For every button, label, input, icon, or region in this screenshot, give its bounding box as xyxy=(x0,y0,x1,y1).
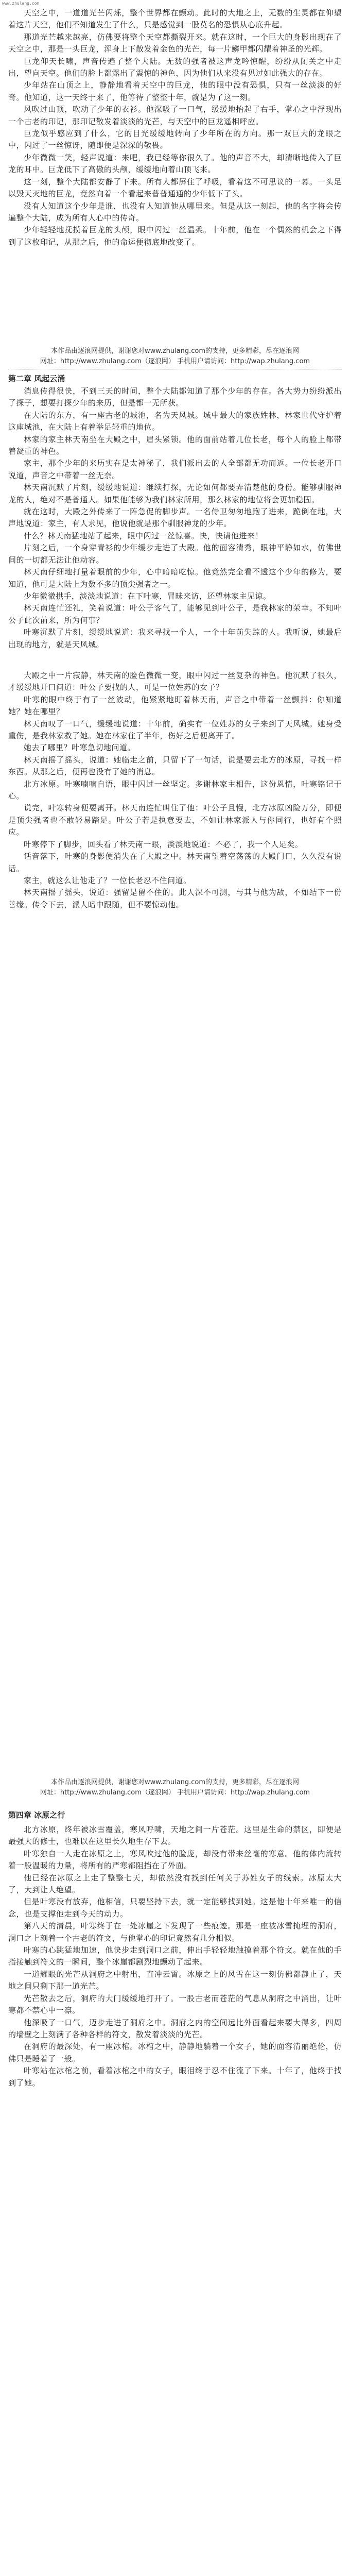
paragraph: 天空之中，一道道光芒闪烁，整个世界都在颤动。此时的大地之上，无数的生灵都在仰望着这片天空，他们不知道发生了什么，只是感觉到一股莫名的恐惧从心底升起。 xyxy=(8,8,342,30)
source-notice-line: 本作品由逐浪网提供，谢谢您对www.zhulang.com的支持，更多精彩，尽在逐浪网 xyxy=(50,1778,300,1786)
paragraph: 消息传得很快，不到三天的时间，整个大陆都知道了那个少年的存在。各大势力纷纷派出了探子，想要打探少年的来历，但是都一无所获。 xyxy=(8,386,342,408)
paragraph: 他已经在冰原之上走了整整七天，却依然没有找到任何关于苏姓女子的线索。冰原太大了，大到让人绝望。 xyxy=(8,1873,342,1895)
section-2-continued xyxy=(8,670,342,1793)
paragraph: 林家的家主林天南坐在大殿之中，眉头紧锁。他的面前站着几位长老，每个人的脸上都带着凝重的神色。 xyxy=(8,434,342,456)
paragraph: 那道光芒越来越亮，仿佛要将整个天空都撕裂开来。就在这时，一个巨大的身影出现在了天空之中，那是一头巨龙，浑身上下散发着金色的光芒，每一片鳞甲都闪耀着神圣的光辉。 xyxy=(8,32,342,54)
paragraph: 林天南摇了摇头，说道：强留是留不住的。此人深不可测，与其与他为敌，不如结下一份善缘。传令下去，派人暗中跟随，但不要惊动他。 xyxy=(8,888,342,909)
source-notice xyxy=(8,346,342,367)
paragraph: 北方冰原。叶寒喃喃自语，眼中闪过一丝坚定。多谢林家主相告，这份恩情，叶寒铭记于心。 xyxy=(8,779,342,801)
paragraph: 就在这时，大殿之外传来了一阵急促的脚步声。一名侍卫匆匆地跑了进来，跪倒在地，大声地说道：家主，有人求见，他说他就是那个驯服神龙的少年。 xyxy=(8,507,342,529)
paragraph: 风吹过山顶，吹动了少年的衣衫。他深吸了一口气，缓缓地抬起了右手，掌心之中浮现出一个古老的印记，那印记散发着淡淡的光芒，与天空中的巨龙遥相呼应。 xyxy=(8,105,342,126)
source-notice-line: 本作品由逐浪网提供，谢谢您对www.zhulang.com的支持，更多精彩，尽在逐浪网 xyxy=(50,347,300,355)
paragraph: 少年站在山顶之上，静静地看着天空中的巨龙，他的眼中没有恐惧，只有一丝淡淡的好奇。他知道，这一天终于来了，他等待了整整十年，就是为了这一刻。 xyxy=(8,80,342,102)
paragraph: 林天南连忙还礼，笑着说道：叶公子客气了，能够见到叶公子，是我林家的荣幸。不知叶公子此次前来，所为何事？ xyxy=(8,603,342,625)
section-2-body xyxy=(8,385,342,664)
paragraph: 叶寒沉默了片刻，缓缓地说道：我来寻找一个人，一个十年前失踪的人。我听说，她最后出现的地方，就是天风城。 xyxy=(8,628,342,649)
paragraph: 片刻之后，一个身穿青衫的少年缓步走进了大殿。他的面容清秀，眼神平静如水，仿佛世间的一切都无法让他动容。 xyxy=(8,543,342,565)
source-notice xyxy=(8,1777,342,1798)
paragraph: 林天南沉默了片刻，缓缓地说道：继续打探，无论如何都要弄清楚他的身份。能够驯服神龙的人，绝对不是普通人。如果他能够为我们林家所用，那么林家的地位将会更加稳固。 xyxy=(8,483,342,504)
paragraph: 林天南仔细地打量着眼前的少年，心中暗暗吃惊。他竟然完全看不透这个少年的修为，要知道，他可是大陆上为数不多的顶尖强者之一。 xyxy=(8,567,342,589)
paragraph: 叶寒停下了脚步，回头看了林天南一眼，淡淡地说道：不必了，我一个人足矣。 xyxy=(24,839,303,849)
paragraph: 第八天的清晨，叶寒终于在一处冰崖之下发现了一些痕迹。那是一座被冰雪掩埋的洞府，洞口之上刻着一个古老的符文，与他掌心的印记竟然有几分相似。 xyxy=(8,1921,342,1943)
paragraph: 他深吸了一口气，迈步走进了洞府之中。洞府之内的空间远比外面看起来要大得多，四周的墙壁之上刻满了各种各样的符文，散发着淡淡的光芒。 xyxy=(8,2018,342,2039)
paragraph: 少年轻轻地抚摸着巨龙的头颅，眼中闪过一丝温柔。十年前，他在一个偶然的机会之下得到了这枚印记，从那之后，他的命运便彻底地改变了。 xyxy=(8,225,342,247)
paragraph: 少年微微拱手，淡淡地说道：在下叶寒，冒昧来访，还望林家主见谅。 xyxy=(24,591,271,601)
paragraph: 林天南摇了摇头，说道：她临走之前，只留下了一句话，说是要去北方的冰原，寻找一样东西。从那之后，便再也没有了她的消息。 xyxy=(8,755,342,777)
paragraph: 少年微微一笑，轻声说道：来吧，我已经等你很久了。他的声音不大，却清晰地传入了巨龙的耳中。巨龙低下了高傲的头颅，缓缓地向着山顶飞来。 xyxy=(8,152,342,175)
paragraph: 在洞府的最深处，有一座冰棺。冰棺之中，静静地躺着一个女子，她的面容清丽绝伦，仿佛只是睡着了一般。 xyxy=(8,2042,342,2063)
paragraph: 这一刻，整个大陆都安静了下来。所有人都屏住了呼吸，看着这不可思议的一幕。一头足以毁天灭地的巨龙，竟然向着一个看起来普普通通的少年低下了头。 xyxy=(8,177,342,199)
paragraph: 林天南叹了一口气，缓缓地说道：十年前，确实有一位姓苏的女子来到了天风城。她身受重伤，是我林家救了她。她在林家住了半年，伤好之后便离开了。 xyxy=(8,719,342,741)
section-1-body xyxy=(8,7,342,345)
paragraph: 叶寒站在冰棺之前，看着冰棺之中的女子，眼泪终于忍不住流了下来。十年了，他终于找到了她。 xyxy=(8,2066,342,2088)
paragraph: 她去了哪里？叶寒急切地问道。 xyxy=(24,743,136,753)
chapter-heading: 第二章 风起云涌 xyxy=(8,374,65,383)
paragraph: 巨龙仰天长啸，声音传遍了整个大陆。无数的强者被这声龙吟惊醒，纷纷从闭关之中走出，望向天空。他们的脸上都露出了震惊的神色，因为他们从来没有见过如此强大的存在。 xyxy=(8,56,342,78)
top-status-bar: www.zhulang.com xyxy=(2,1,40,6)
paragraph: 什么？林天南猛地站了起来，眼中闪过一丝惊喜。快，快请他进来！ xyxy=(24,531,264,540)
paragraph: 叶寒独自一人走在冰原之上，寒风吹过他的脸庞，却没有带来丝毫的寒意。他的体内流转着一股温暖的力量，将所有的严寒都阻挡在了外面。 xyxy=(8,1849,342,1871)
paragraph: 巨龙似乎感应到了什么，它的目光缓缓地转向了少年所在的方向。那一双巨大的龙眼之中，闪过了一丝惊讶，随即便是深深的敬畏。 xyxy=(8,129,342,150)
section-4-body xyxy=(8,1824,342,2576)
paragraph: 光芒散去之后，洞府的大门缓缓地打开了。一股古老而苍茫的气息从洞府之中涌出，让叶寒都不禁心中一凛。 xyxy=(8,1993,342,2015)
source-notice-url[interactable]: 网址：http://www.zhulang.com（逐浪网） 手机用户请访问：http://wap.zhulang.com xyxy=(40,358,310,365)
paragraph: 话音落下，叶寒的身影便消失在了大殿之中。林天南望着空荡荡的大殿门口，久久没有说话。 xyxy=(8,852,342,873)
source-notice-url[interactable]: 网址：http://www.zhulang.com（逐浪网） 手机用户请访问：http://wap.zhulang.com xyxy=(40,1789,310,1797)
paragraph: 在大陆的东方，有一座古老的城池，名为天风城。城中最大的家族姓林，林家世代守护着这座城池，在大陆上有着举足轻重的地位。 xyxy=(8,410,342,432)
paragraph: 叶寒的心跳猛地加速，他快步走到洞口之前，伸出手轻轻地触摸着那个符文。就在他的手指接触到符文的一瞬间，整个冰崖都剧烈地颤动了起来。 xyxy=(8,1945,342,1967)
paragraph: 没有人知道这个少年是谁，也没有人知道他从哪里来。但是从这一刻起，他的名字将会传遍整个大陆，成为所有人心中的传奇。 xyxy=(8,201,342,223)
paragraph: 家主，那个少年的来历实在是太神秘了，我们派出去的人全部都无功而返。一位长老开口说道，声音之中带着一丝无奈。 xyxy=(8,459,342,480)
paragraph: 一道耀眼的光芒从洞府之中射出，直冲云霄。冰原之上的风雪在这一刻仿佛都静止了，天地之间只剩下那一道光芒。 xyxy=(8,1969,342,1991)
chapter-heading: 第四章 冰原之行 xyxy=(8,1810,65,1820)
paragraph: 说完，叶寒转身便要离开。林天南连忙叫住了他：叶公子且慢，北方冰原凶险万分，即便是顶尖强者也不敢轻易踏足。叶公子若是执意要去，不如让林家派人与你同行，也好有个照应。 xyxy=(8,803,342,837)
paragraph: 北方冰原，终年被冰雪覆盖，寒风呼啸，天地之间一片苍茫。这里是生命的禁区，即便是最强大的修士，也难以在这里长久地生存下去。 xyxy=(8,1825,342,1846)
paragraph: 叶寒的眼中终于有了一丝波动，他紧紧地盯着林天南，声音之中带着一丝颤抖：你知道她？她在哪里？ xyxy=(8,694,342,717)
paragraph: 家主，就这么让他走了？一位长老忍不住问道。 xyxy=(24,875,191,885)
paragraph: 大殿之中一片寂静，林天南的脸色微微一变，眼中闪过一丝复杂的神色。他沉默了很久，才缓缓地开口问道：叶公子要找的人，可是一位姓苏的女子？ xyxy=(8,671,342,692)
paragraph: 但是叶寒没有放弃，他相信，只要坚持下去，就一定能够找到她。这是他十年来唯一的信念，也是支撑他走到今天的动力。 xyxy=(8,1897,342,1919)
